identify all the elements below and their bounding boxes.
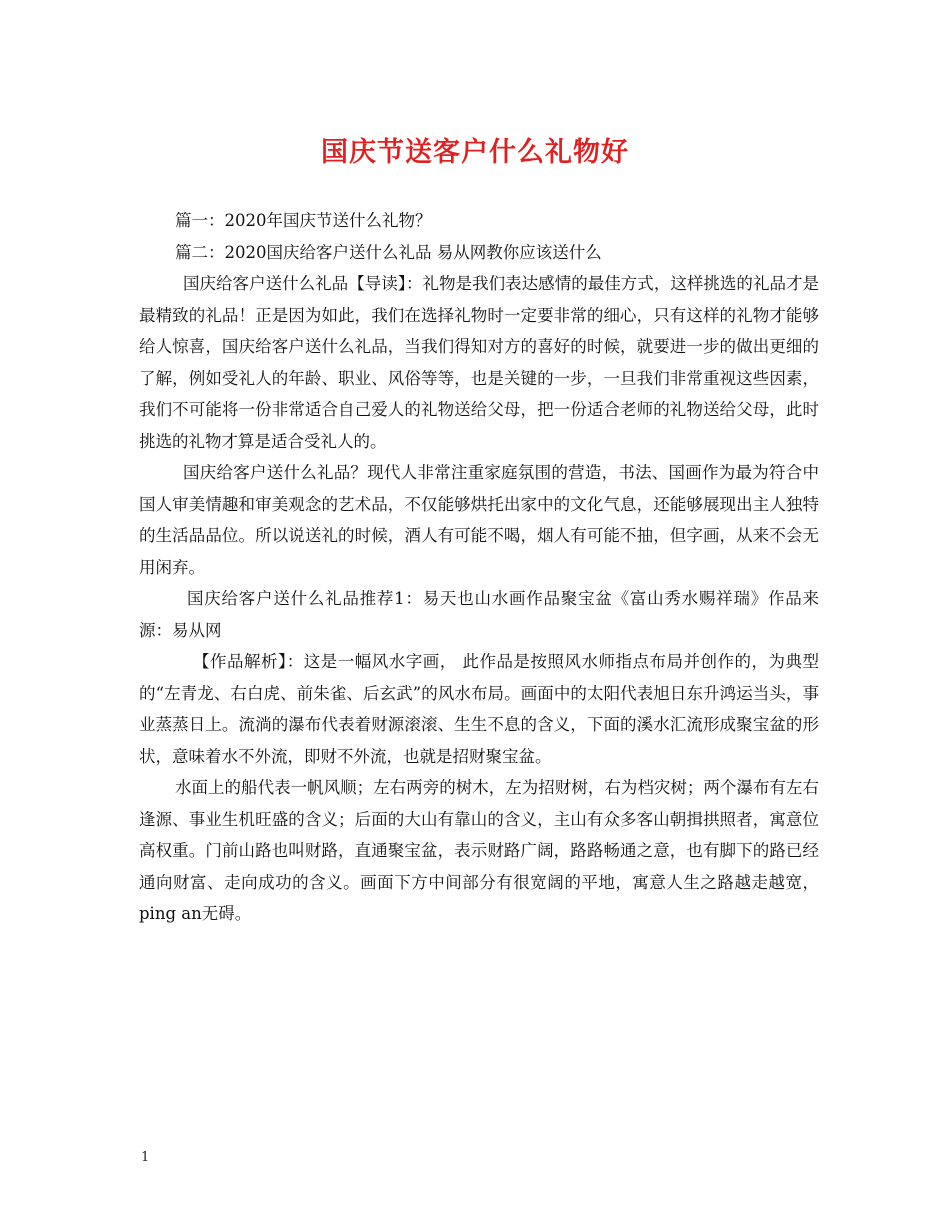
paragraph-symbolism: 水面上的船代表一帆风顺；左右两旁的树木，左为招财树，右为档灾树；两个瀑布有左右逢源、事业生机旺盛的含义；后面的大山有靠山的含义，主山有众多客山朝揖拱照者，寓意位高权重。门前山路也叫财路，直通聚宝盆，表示财路广阔，路路畅通之意，也有脚下的路已经通向财富、走向成功的含义。画面下方中间部分有很宽阔的平地，寓意人生之路越走越宽，ping an无碍。 <box>139 778 819 923</box>
section-line-1: 篇一：2020年国庆节送什么礼物？ <box>175 211 432 230</box>
document-body <box>139 205 819 930</box>
document-title: 国庆节送客户什么礼物好 <box>321 137 629 168</box>
paragraph-analysis: 【作品解析】：这是一幅风水字画， 此作品是按照风水师指点布局并创作的，为典型的“左青龙、右白虎、前朱雀、后玄武”的风水布局。画面中的太阳代表旭日东升鸿运当头，事业蒸蒸日上。流淌的瀑布代表着财源滚滚、生生不息的含义，下面的溪水汇流形成聚宝盆的形状，意味着水不外流，即财不外流，也就是招财聚宝盆。 <box>139 652 819 766</box>
page-number: 1 <box>141 1150 150 1165</box>
paragraph-calligraphy: 国庆给客户送什么礼品？现代人非常注重家庭氛围的营造，书法、国画作为最为符合中国人审美情趣和审美观念的艺术品，不仅能够烘托出家中的文化气息，还能够展现出主人独特的生活品品位。所以说送礼的时候，酒人有可能不喝，烟人有可能不抽，但字画，从来不会无用闲弃。 <box>139 463 819 577</box>
paragraph-recommendation: 国庆给客户送什么礼品推荐1：易天也山水画作品聚宝盆《富山秀水赐祥瑞》作品来源：易从网 <box>139 589 819 640</box>
section-line-2: 篇二：2020国庆给客户送什么礼品 易从网教你应该送什么 <box>175 242 602 262</box>
paragraph-introduction: 国庆给客户送什么礼品【导读】：礼物是我们表达感情的最佳方式，这样挑选的礼品才是最精致的礼品！正是因为如此，我们在选择礼物时一定要非常的细心，只有这样的礼物才能够给人惊喜，国庆给客户送什么礼品，当我们得知对方的喜好的时候，就要进一步的做出更细的了解，例如受礼人的年龄、职业、风俗等等，也是关键的一步，一旦我们非常重视这些因素，我们不可能将一份非常适合自己爱人的礼物送给父母，把一份适合老师的礼物送给父母，此时挑选的礼物才算是适合受礼人的。 <box>139 274 819 451</box>
